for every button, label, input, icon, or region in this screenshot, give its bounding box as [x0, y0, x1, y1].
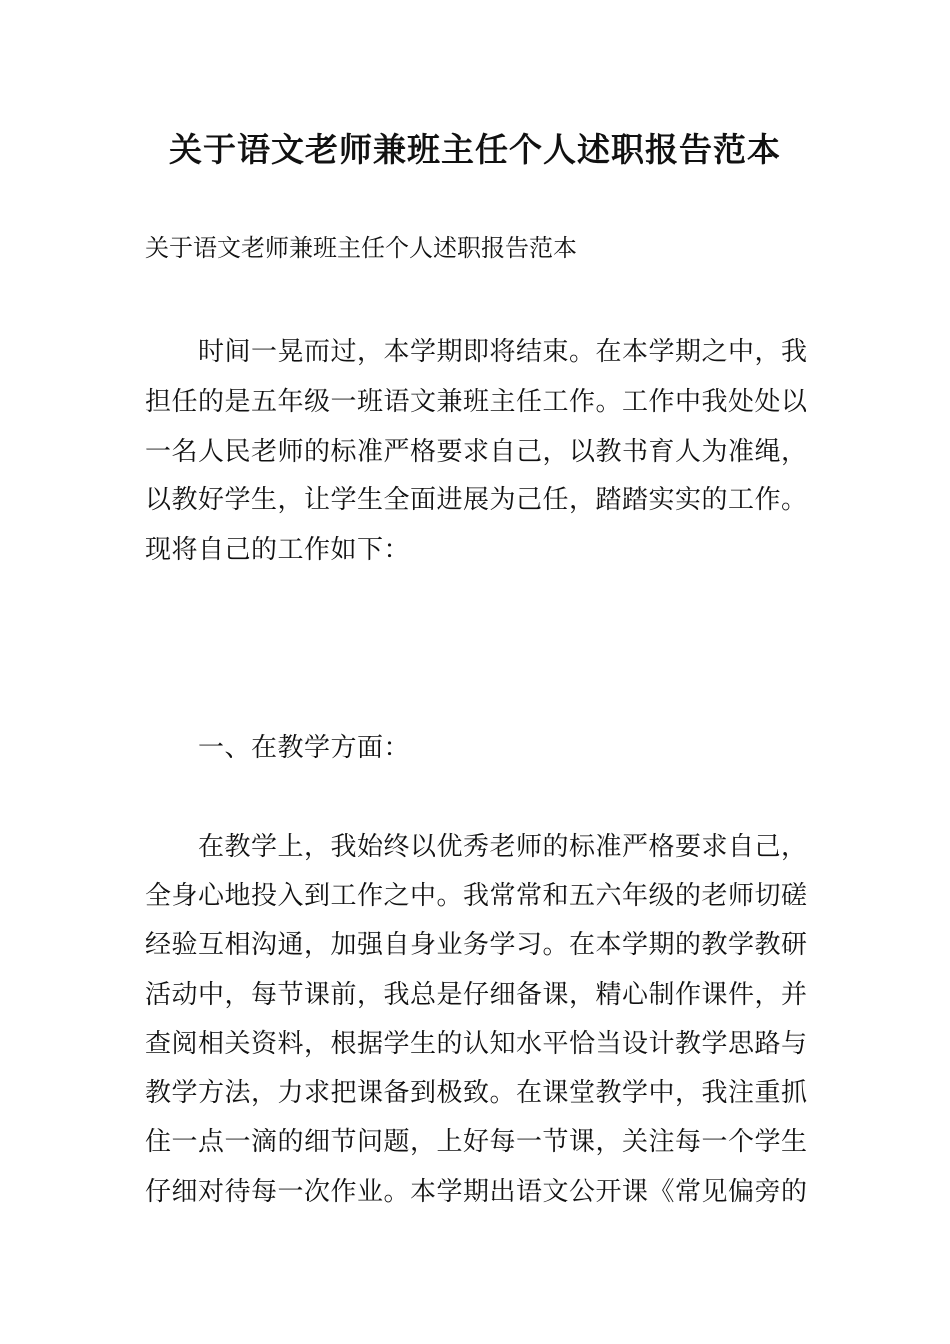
- section-heading: 一、在教学方面：: [145, 733, 411, 763]
- document-subtitle: 关于语文老师兼班主任个人述职报告范本: [145, 234, 577, 262]
- paragraph-line: 以教好学生，让学生全面进展为己任，踏踏实实的工作。: [145, 485, 808, 515]
- paragraph-line: 仔细对待每一次作业。本学期出语文公开课《常见偏旁的: [145, 1177, 808, 1207]
- paragraph-line: 教学方法，力求把课备到极致。在课堂教学中，我注重抓: [145, 1078, 808, 1108]
- document-title: 关于语文老师兼班主任个人述职报告范本: [169, 130, 781, 169]
- paragraph-line: 全身心地投入到工作之中。我常常和五六年级的老师切磋: [145, 881, 808, 911]
- paragraph-line: 现将自己的工作如下：: [145, 535, 411, 565]
- paragraph-line: 查阅相关资料，根据学生的认知水平恰当设计教学思路与: [145, 1029, 808, 1059]
- paragraph-line: 担任的是五年级一班语文兼班主任工作。工作中我处处以: [145, 387, 808, 417]
- paragraph-line: 在教学上，我始终以优秀老师的标准严格要求自己，: [145, 832, 808, 862]
- paragraph-line: 时间一晃而过，本学期即将结束。在本学期之中，我: [145, 337, 808, 367]
- paragraph-line: 住一点一滴的细节问题，上好每一节课，关注每一个学生: [145, 1127, 808, 1157]
- paragraph-line: 一名人民老师的标准严格要求自己，以教书育人为准绳，: [145, 437, 808, 467]
- paragraph-line: 经验互相沟通，加强自身业务学习。在本学期的教学教研: [145, 930, 808, 960]
- paragraph-line: 活动中，每节课前，我总是仔细备课，精心制作课件，并: [145, 980, 808, 1010]
